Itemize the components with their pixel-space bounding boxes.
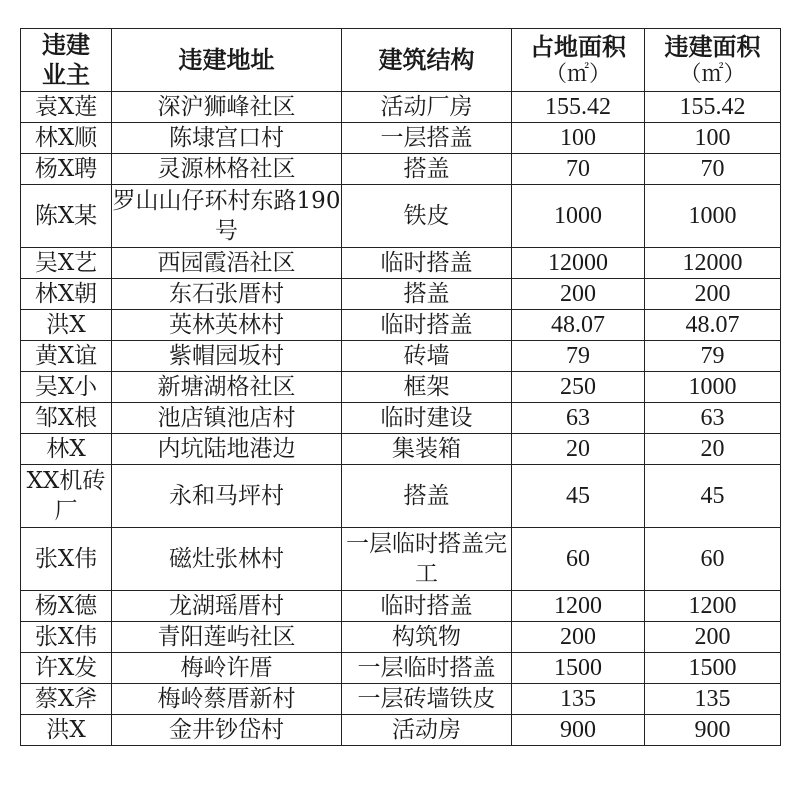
table-container	[20, 28, 781, 746]
cell-land-area: 1000	[512, 185, 645, 248]
cell-structure: 临时搭盖	[342, 248, 512, 279]
cell-structure: 搭盖	[342, 154, 512, 185]
header-illegal-area-unit: （㎡）	[679, 62, 746, 87]
table-row	[21, 591, 781, 622]
cell-address: 新塘湖格社区	[112, 372, 342, 403]
table-row	[21, 248, 781, 279]
cell-address: 陈埭宫口村	[112, 123, 342, 154]
cell-address: 梅岭蔡厝新村	[112, 684, 342, 715]
table-row	[21, 154, 781, 185]
cell-illegal-area: 135	[645, 684, 781, 715]
cell-structure: 临时搭盖	[342, 310, 512, 341]
cell-owner: 洪X	[21, 715, 112, 746]
table-row	[21, 465, 781, 528]
cell-owner: 林X	[21, 434, 112, 465]
cell-structure: 活动房	[342, 715, 512, 746]
header-address: 违建地址	[112, 29, 342, 92]
cell-land-area: 100	[512, 123, 645, 154]
cell-owner: 林X顺	[21, 123, 112, 154]
cell-structure: 构筑物	[342, 622, 512, 653]
cell-owner: 张X伟	[21, 622, 112, 653]
header-land-area-label: 占地面积	[530, 33, 626, 61]
header-illegal-area	[645, 29, 781, 92]
cell-illegal-area: 70	[645, 154, 781, 185]
table-row	[21, 622, 781, 653]
cell-owner: 吴X艺	[21, 248, 112, 279]
cell-illegal-area: 48.07	[645, 310, 781, 341]
cell-illegal-area: 1000	[645, 185, 781, 248]
cell-illegal-area: 63	[645, 403, 781, 434]
cell-land-area: 70	[512, 154, 645, 185]
cell-owner: 杨X德	[21, 591, 112, 622]
cell-illegal-area: 900	[645, 715, 781, 746]
header-land-area-unit: （㎡）	[544, 62, 611, 87]
cell-illegal-area: 1000	[645, 372, 781, 403]
cell-illegal-area: 200	[645, 279, 781, 310]
cell-land-area: 200	[512, 279, 645, 310]
cell-owner: 邹X根	[21, 403, 112, 434]
cell-owner: 吴X小	[21, 372, 112, 403]
cell-land-area: 63	[512, 403, 645, 434]
cell-land-area: 48.07	[512, 310, 645, 341]
cell-address: 东石张厝村	[112, 279, 342, 310]
cell-land-area: 1500	[512, 653, 645, 684]
cell-owner: 张X伟	[21, 528, 112, 591]
table-row	[21, 684, 781, 715]
table-row	[21, 434, 781, 465]
table-row	[21, 185, 781, 248]
cell-address: 深沪狮峰社区	[112, 92, 342, 123]
cell-land-area: 79	[512, 341, 645, 372]
header-owner	[21, 29, 112, 92]
cell-address: 罗山山仔环村东路190号	[112, 185, 342, 248]
cell-owner: 林X朝	[21, 279, 112, 310]
cell-address: 磁灶张林村	[112, 528, 342, 591]
cell-owner: 陈X某	[21, 185, 112, 248]
cell-structure: 搭盖	[342, 279, 512, 310]
cell-illegal-area: 12000	[645, 248, 781, 279]
cell-land-area: 1200	[512, 591, 645, 622]
cell-address: 梅岭许厝	[112, 653, 342, 684]
cell-structure: 一层临时搭盖完工	[342, 528, 512, 591]
header-illegal-area-label: 违建面积	[664, 33, 761, 61]
table-row	[21, 279, 781, 310]
cell-land-area: 200	[512, 622, 645, 653]
cell-structure: 临时建设	[342, 403, 512, 434]
cell-address: 池店镇池店村	[112, 403, 342, 434]
cell-address: 英林英林村	[112, 310, 342, 341]
cell-structure: 搭盖	[342, 465, 512, 528]
cell-owner: XX机砖厂	[21, 465, 112, 528]
cell-address: 青阳莲屿社区	[112, 622, 342, 653]
table-row	[21, 92, 781, 123]
cell-owner: 许X发	[21, 653, 112, 684]
cell-structure: 框架	[342, 372, 512, 403]
cell-address: 龙湖瑶厝村	[112, 591, 342, 622]
cell-address: 金井钞岱村	[112, 715, 342, 746]
table-row	[21, 653, 781, 684]
illegal-construction-table	[20, 28, 781, 746]
cell-owner: 黄X谊	[21, 341, 112, 372]
cell-land-area: 900	[512, 715, 645, 746]
table-row	[21, 310, 781, 341]
cell-land-area: 60	[512, 528, 645, 591]
cell-illegal-area: 100	[645, 123, 781, 154]
table-row	[21, 715, 781, 746]
cell-land-area: 135	[512, 684, 645, 715]
cell-owner: 袁X莲	[21, 92, 112, 123]
cell-address: 内坑陆地港边	[112, 434, 342, 465]
table-row	[21, 528, 781, 591]
cell-owner: 杨X聘	[21, 154, 112, 185]
cell-illegal-area: 45	[645, 465, 781, 528]
cell-illegal-area: 1500	[645, 653, 781, 684]
cell-structure: 一层临时搭盖	[342, 653, 512, 684]
table-row	[21, 372, 781, 403]
cell-illegal-area: 155.42	[645, 92, 781, 123]
cell-structure: 集装箱	[342, 434, 512, 465]
cell-land-area: 12000	[512, 248, 645, 279]
table-row	[21, 403, 781, 434]
header-row	[21, 29, 781, 92]
cell-illegal-area: 20	[645, 434, 781, 465]
table-row	[21, 341, 781, 372]
cell-structure: 活动厂房	[342, 92, 512, 123]
cell-illegal-area: 60	[645, 528, 781, 591]
cell-address: 永和马坪村	[112, 465, 342, 528]
header-owner-line1: 违建	[42, 31, 90, 59]
cell-address: 灵源林格社区	[112, 154, 342, 185]
cell-land-area: 45	[512, 465, 645, 528]
header-owner-line2: 业主	[42, 61, 90, 89]
cell-structure: 砖墙	[342, 341, 512, 372]
cell-address: 西园霞浯社区	[112, 248, 342, 279]
cell-structure: 一层搭盖	[342, 123, 512, 154]
cell-structure: 一层砖墙铁皮	[342, 684, 512, 715]
cell-illegal-area: 200	[645, 622, 781, 653]
cell-land-area: 20	[512, 434, 645, 465]
cell-structure: 铁皮	[342, 185, 512, 248]
cell-illegal-area: 1200	[645, 591, 781, 622]
cell-owner: 蔡X斧	[21, 684, 112, 715]
cell-illegal-area: 79	[645, 341, 781, 372]
cell-owner: 洪X	[21, 310, 112, 341]
cell-structure: 临时搭盖	[342, 591, 512, 622]
cell-address: 紫帽园坂村	[112, 341, 342, 372]
header-land-area	[512, 29, 645, 92]
header-structure: 建筑结构	[342, 29, 512, 92]
table-row	[21, 123, 781, 154]
cell-land-area: 155.42	[512, 92, 645, 123]
cell-land-area: 250	[512, 372, 645, 403]
